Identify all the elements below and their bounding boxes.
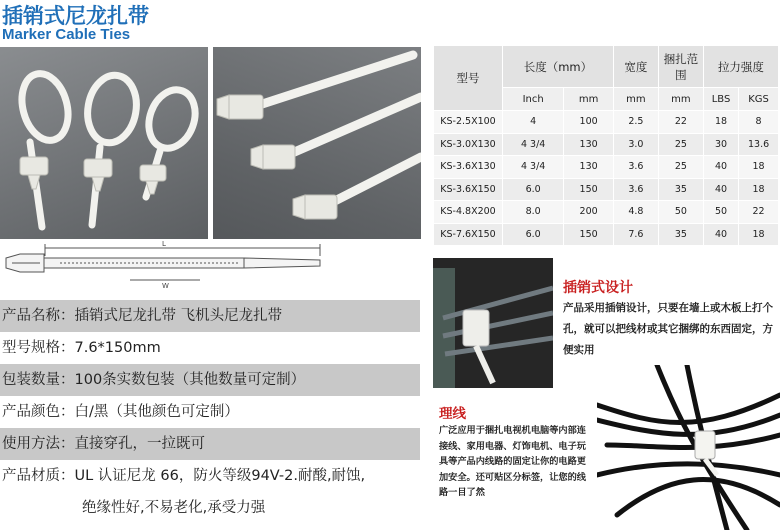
spec-cell: 22 (658, 111, 703, 134)
product-model: 型号规格：7.6*150mm (0, 332, 420, 364)
product-photo-loops (0, 47, 208, 239)
spec-cell-model: KS-4.8X200 (434, 201, 503, 224)
header-model: 型号 (434, 46, 503, 111)
bundled-cables-photo (597, 365, 780, 530)
feature-title: 插销式设计 (563, 280, 633, 296)
spec-row (434, 133, 779, 156)
spec-cell: 100 (564, 111, 614, 134)
spec-cell: 22 (739, 201, 779, 224)
spec-cell-model: KS-3.0X130 (434, 133, 503, 156)
spec-cell: 18 (703, 111, 738, 134)
header-bundle-range: 捆扎范围 (658, 46, 703, 88)
product-photo-straight (213, 47, 421, 239)
spec-cell: 4 3/4 (503, 156, 564, 179)
length-label: L (162, 240, 166, 248)
spec-cell: 8.0 (503, 201, 564, 224)
spec-cell-model: KS-3.6X150 (434, 178, 503, 201)
product-info-list (0, 300, 420, 524)
spec-cell: 4 3/4 (503, 133, 564, 156)
spec-cell: 50 (658, 201, 703, 224)
spec-cell: 40 (703, 223, 738, 246)
product-usage: 使用方法：直接穿孔，一拉既可 (0, 428, 420, 460)
spec-cell: 200 (564, 201, 614, 224)
spec-cell: 3.6 (613, 156, 658, 179)
spec-row (434, 201, 779, 224)
spec-cell: 150 (564, 178, 614, 201)
spec-table (433, 45, 779, 246)
spec-cell-model: KS-7.6X150 (434, 223, 503, 246)
spec-cell: 25 (658, 133, 703, 156)
spec-cell: 18 (739, 156, 779, 179)
spec-cell: 4 (503, 111, 564, 134)
spec-cell: 3.0 (613, 133, 658, 156)
spec-cell-model: KS-2.5X100 (434, 111, 503, 134)
page-subtitle: Marker Cable Ties (2, 26, 131, 43)
spec-row (434, 156, 779, 179)
spec-cell: 130 (564, 156, 614, 179)
product-name: 产品名称：插销式尼龙扎带 飞机头尼龙扎带 (0, 300, 420, 332)
dimension-diagram (0, 240, 420, 290)
spec-cell: 13.6 (739, 133, 779, 156)
spec-cell: 4.8 (613, 201, 658, 224)
spec-row (434, 223, 779, 246)
spec-cell: 40 (703, 178, 738, 201)
spec-cell-model: KS-3.6X130 (434, 156, 503, 179)
spec-cell: 25 (658, 156, 703, 179)
product-color: 产品颜色：白/黑（其他颜色可定制） (0, 396, 420, 428)
spec-cell: 35 (658, 178, 703, 201)
page-title: 插销式尼龙扎带 (2, 4, 149, 28)
spec-cell: 6.0 (503, 223, 564, 246)
spec-cell: 50 (703, 201, 738, 224)
spec-table-body (434, 111, 779, 246)
spec-cell: 150 (564, 223, 614, 246)
product-material-cont: 绝缘性好,不易老化,承受力强 (0, 492, 420, 524)
unit-kgs: KGS (739, 88, 779, 111)
install-photo (433, 258, 553, 388)
width-label: W (162, 282, 169, 290)
usage-text: 广泛应用于捆扎电视机电脑等内部连接线、家用电器、灯饰电机、电子玩具等产品内线路的固定让你的电路更加安全。还可贴区分标签，让您的线路一目了然 (439, 425, 586, 498)
unit-mm: mm (658, 88, 703, 111)
header-width: 宽度 (613, 46, 658, 88)
spec-cell: 6.0 (503, 178, 564, 201)
spec-cell: 2.5 (613, 111, 658, 134)
spec-row (434, 111, 779, 134)
spec-cell: 130 (564, 133, 614, 156)
spec-row (434, 178, 779, 201)
header-tensile: 拉力强度 (703, 46, 778, 88)
spec-cell: 40 (703, 156, 738, 179)
product-material: 产品材质：UL 认证尼龙 66，防火等级94V-2.耐酸,耐蚀, (0, 460, 420, 492)
spec-cell: 35 (658, 223, 703, 246)
spec-cell: 30 (703, 133, 738, 156)
feature-text: 产品采用插销设计，只要在墙上或木板上打个孔，就可以把线材或其它捆绑的东西固定，方便实用 (563, 302, 773, 356)
unit-mm: mm (613, 88, 658, 111)
unit-inch: Inch (503, 88, 564, 111)
unit-mm: mm (564, 88, 614, 111)
product-package: 包装数量：100条实数包装（其他数量可定制） (0, 364, 420, 396)
usage-title: 理线 (439, 406, 466, 422)
spec-cell: 7.6 (613, 223, 658, 246)
spec-cell: 18 (739, 178, 779, 201)
spec-cell: 8 (739, 111, 779, 134)
spec-cell: 18 (739, 223, 779, 246)
spec-cell: 3.6 (613, 178, 658, 201)
header-length: 长度（mm） (503, 46, 614, 88)
unit-lbs: LBS (703, 88, 738, 111)
